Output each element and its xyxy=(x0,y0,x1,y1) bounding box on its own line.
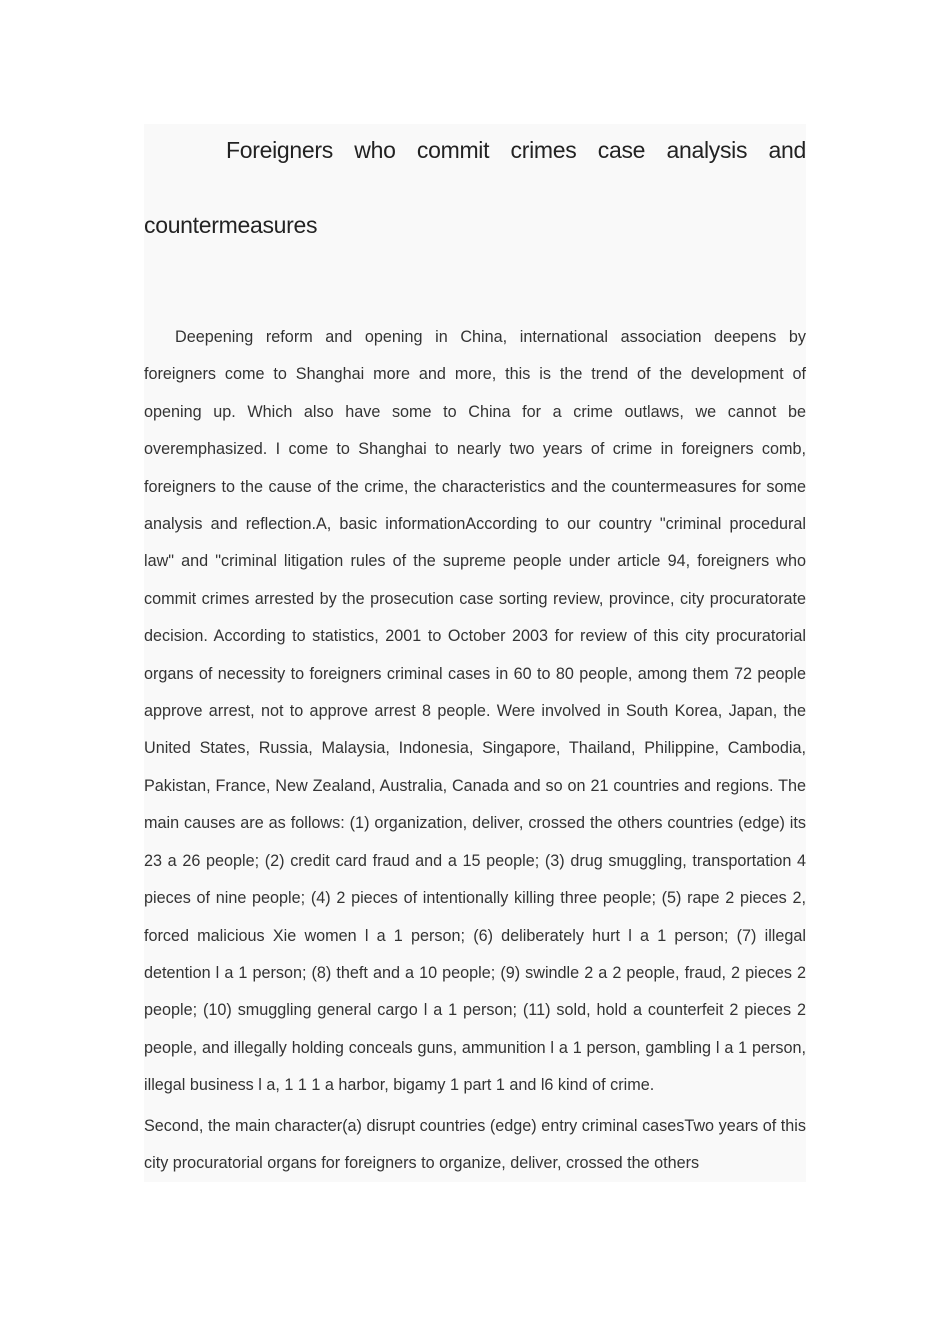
body-paragraph-1: Deepening reform and opening in China, international association deepens by foreigners come to Shanghai more and more, this is the trend of the development of opening up. Which also have some to China for a crime outlaws, we cannot be overemphasized. I come to Shanghai to nearly two years of crime in foreigners comb, foreigners to the cause of the crime, the characteristics and the countermeasures for some analysis and reflection.A, basic informationAccording to our country "criminal procedural law" and "criminal litigation rules of the supreme people under article 94, foreigners who commit crimes arrested by the prosecution case sorting review, province, city procuratorate decision. According to statistics, 2001 to October 2003 for review of this city procuratorial organs of necessity to foreigners criminal cases in 60 to 80 people, among them 72 people approve arrest, not to approve arrest 8 people. Were involved in South Korea, Japan, the United States, Russia, Malaysia, Indonesia, Singapore, Thailand, Philippine, Cambodia, Pakistan, France, New Zealand, Australia, Canada and so on 21 countries and regions. The main causes are as follows: (1) organization, deliver, crossed the others countries (edge) its 23 a 26 people; (2) credit card fraud and a 15 people; (3) drug smuggling, transportation 4 pieces of nine people; (4) 2 pieces of intentionally killing three people; (5) rape 2 pieces 2, forced malicious Xie women l a 1 person; (6) deliberately hurt l a 1 person; (7) illegal detention l a 1 person; (8) theft and a 10 people; (9) swindle 2 a 2 people, fraud, 2 pieces 2 people; (10) smuggling general cargo l a 1 person; (11) sold, hold a counterfeit 2 pieces 2 people, and illegally holding conceals guns, ammunition l a 1 person, gambling l a 1 person, illegal business l a, 1 1 1 a harbor, bigamy 1 part 1 and l6 kind of crime. xyxy=(144,328,806,1095)
document-title-line-1: Foreigners who commit crimes case analysis and xyxy=(226,137,806,163)
document-body xyxy=(144,319,806,1182)
body-paragraph-2: Second, the main character(a) disrupt countries (edge) entry criminal casesTwo years of this city procuratorial organs for foreigners to organize, deliver, crossed the others xyxy=(144,1116,806,1172)
page-content xyxy=(144,124,806,1182)
document-title-line-2: countermeasures xyxy=(144,212,318,238)
title-block xyxy=(144,124,806,319)
